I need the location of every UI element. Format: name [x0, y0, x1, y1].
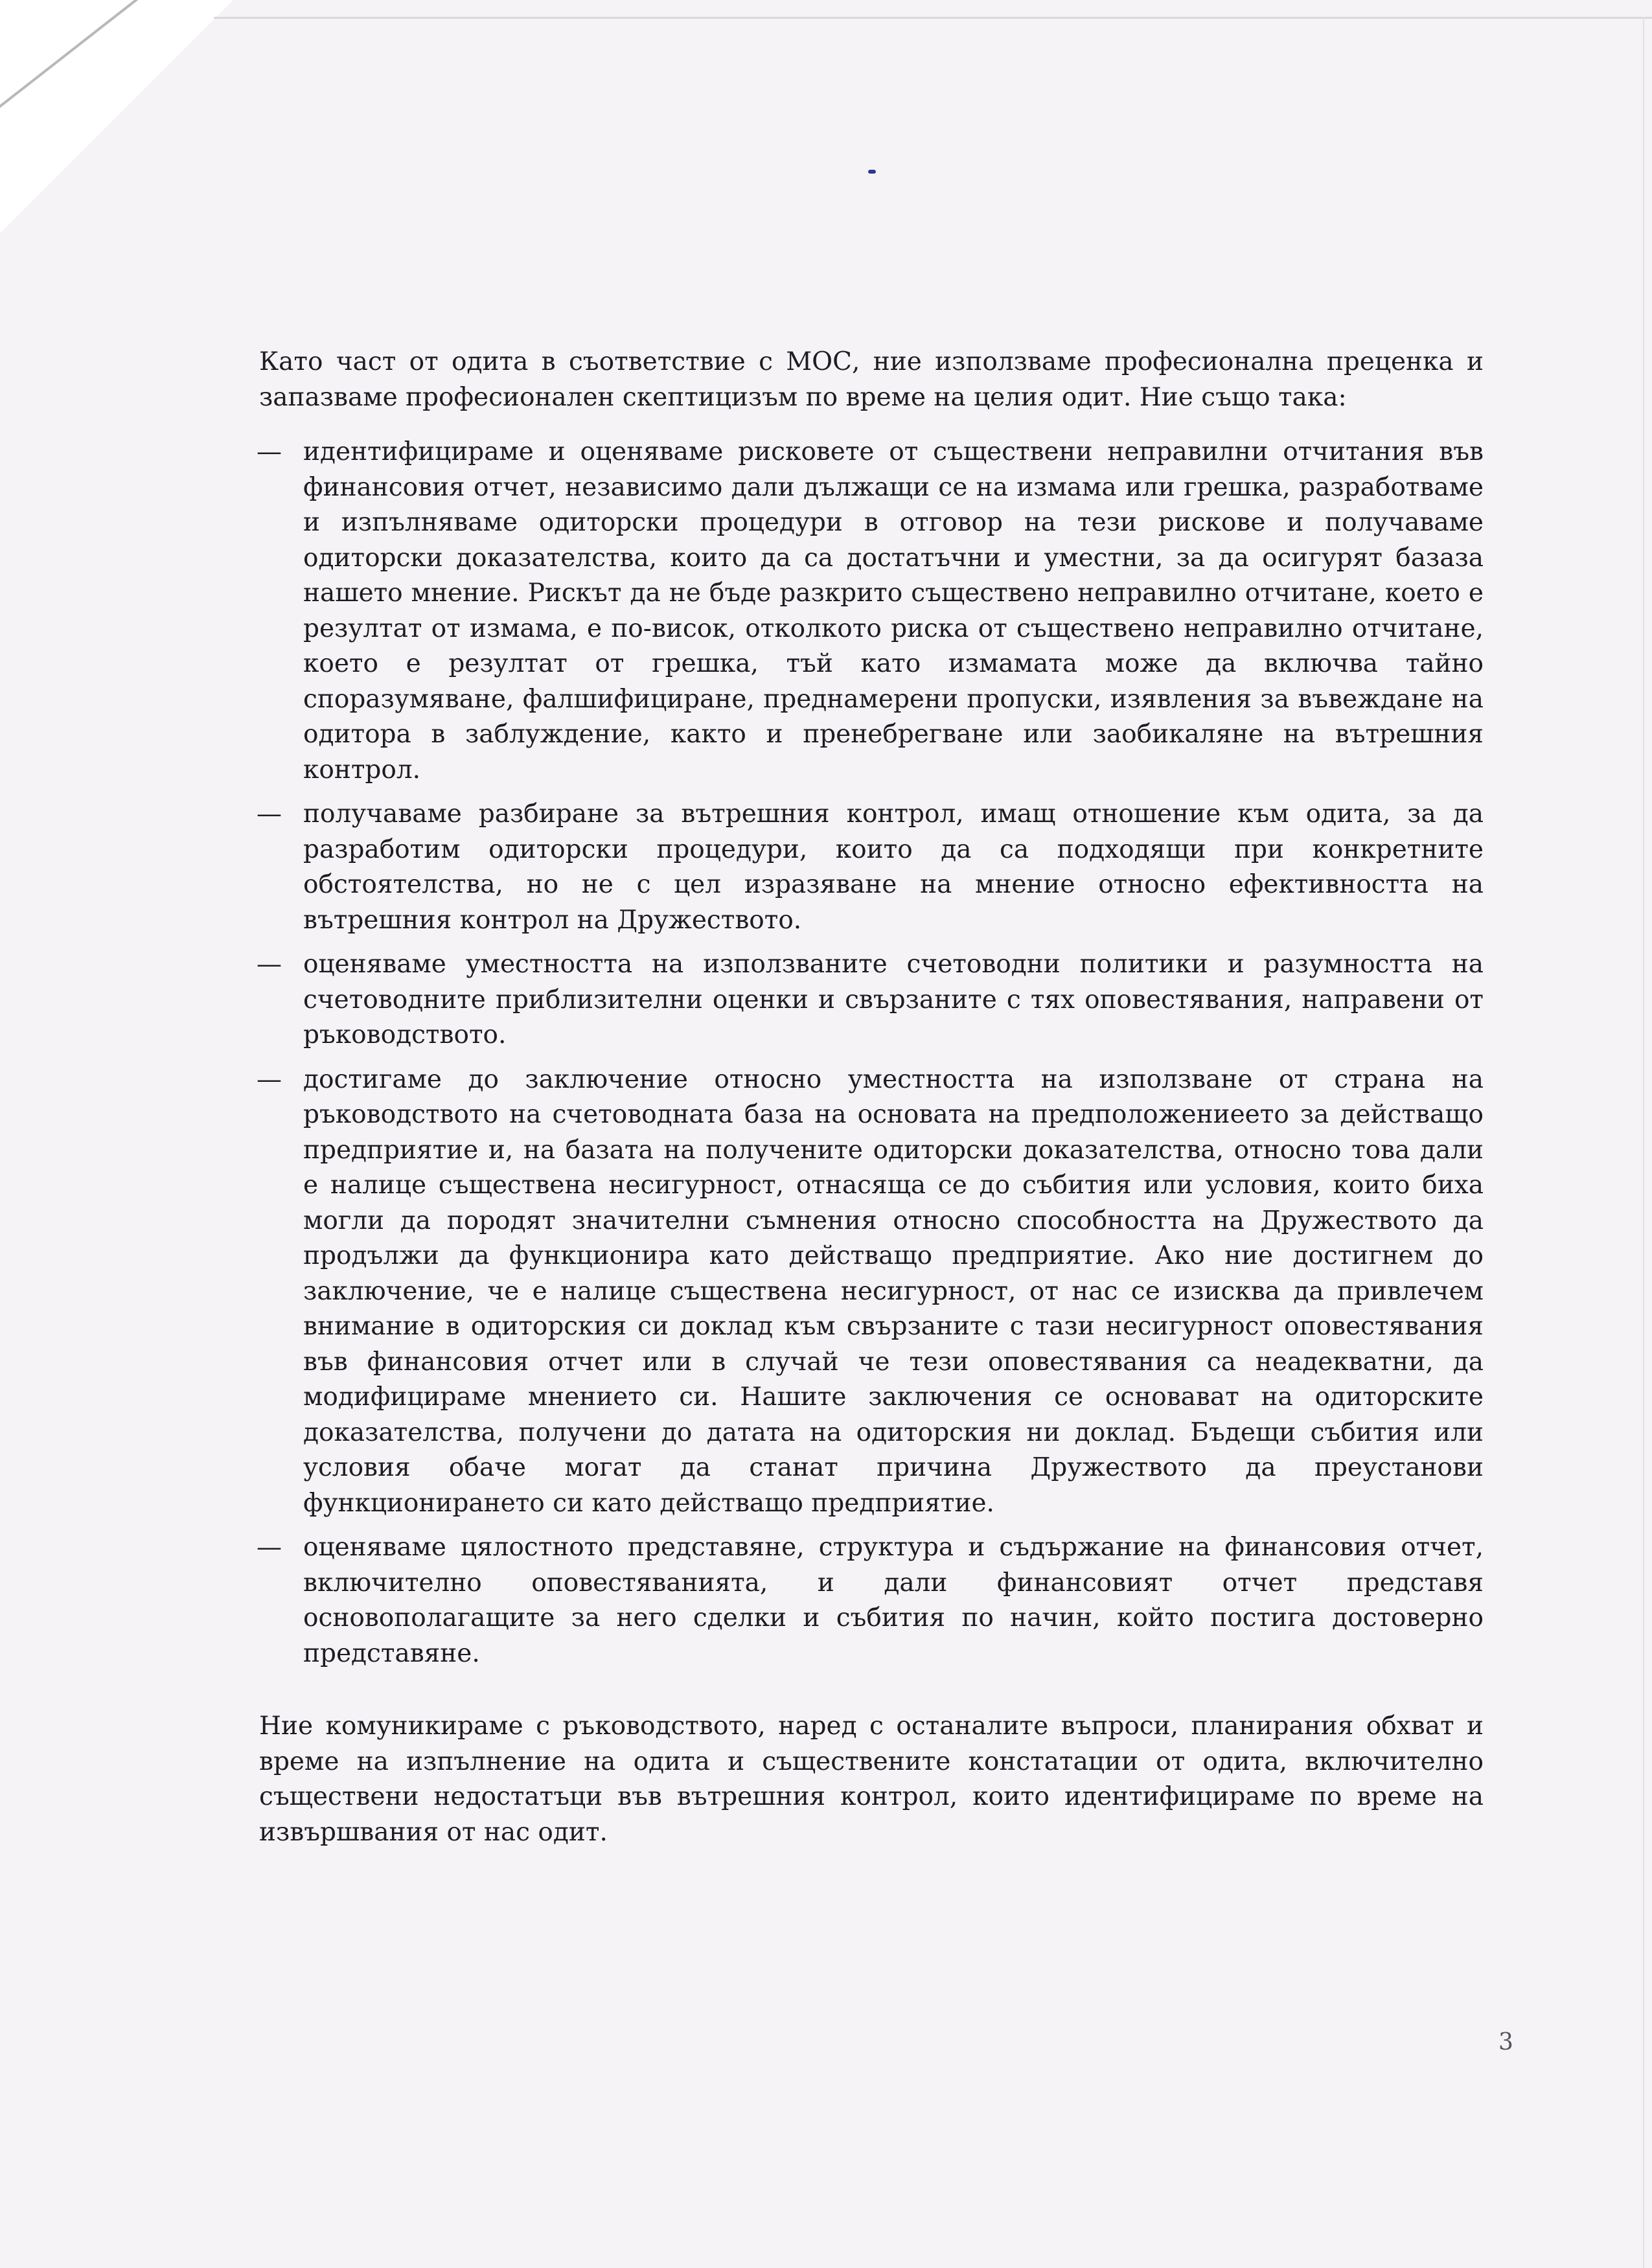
list-item	[259, 1062, 1484, 1522]
list-item	[259, 435, 1484, 788]
list-item-text: идентифицираме и оценяваме рисковете от съществени неправилни отчитания във финансовия отчет, независимо дали дължащи се на измама или грешка, разработваме и изпълняваме одиторски процедури в отговор на тези рискове и получаваме одиторски доказателства, които да са достатъчни и уместни, за да осигурят базаза нашето мнение. Рискът да не бъде разкрито съществено неправилно отчитане, което е резултат от измама, е по-висок, отколкото риска от съществено неправилно отчитане, което е резултат от грешка, тъй като измамата може да включва тайно споразумяване, фалшифициране, преднамерени пропуски, изявления за въвеждане на одитора в заблуждение, както и пренебрегване или заобикаляне на вътрешния контрол.	[303, 437, 1484, 785]
bullet-dash: —	[257, 799, 282, 829]
paper-right-edge	[1643, 17, 1644, 2268]
list-item-text: оценяваме уместността на използваните счетоводни политики и разумността на счетоводните приблизителни оценки и свързаните с тях оповестявания, направени от ръководството.	[303, 950, 1484, 1049]
bullet-dash: —	[257, 950, 282, 979]
list-item-text: оценяваме цялостното представяне, структура и съдържание на финансовия отчет, включително оповестяванията, и дали финансовият отчет представя основополагащите за него сделки и събития по начин, който постига достоверно представяне.	[303, 1533, 1484, 1668]
bullet-dash: —	[257, 437, 282, 466]
folded-corner	[0, 0, 233, 233]
page-number: 3	[1498, 2029, 1513, 2056]
bullet-dash: —	[257, 1533, 282, 1562]
paper-top-edge	[214, 17, 1652, 19]
procedures-list	[259, 435, 1484, 1671]
closing-paragraph: Ние комуникираме с ръководството, наред с останалите въпроси, планирания обхват и време на изпълнение на одита и съществените констатации от одита, включително съществени недостатъци във вътрешния контрол, които идентифицираме по време на извършвания от нас одит.	[259, 1712, 1484, 1847]
document-body	[259, 345, 1484, 1870]
list-item	[259, 947, 1484, 1053]
list-item-text: достигаме до заключение относно уместността на използване от страна на ръководството на счетоводната база на основата на предположениеето за действащо предприятие и, на базата на получените одиторски доказателства, относно това дали е налице съществена несигурност, отнасяща се до събития или условия, които биха могли да породят значителни съмнения относно способността на Дружеството да продължи да функционира като действащо предприятие. Ако ние достигнем до заключение, че е налице съществена несигурност, от нас се изисква да привлечем внимание в одиторския си доклад към свързаните с тази несигурност оповестявания във финансовия отчет или в случай че тези оповестявания са неадекватни, да модифицираме мнението си. Нашите заключения се основават на одиторските доказателства, получени до датата на одиторския ни доклад. Бъдещи събития или условия обаче могат да станат причина Дружеството да преустанови функционирането си като действащо предприятие.	[303, 1064, 1484, 1518]
list-item-text: получаваме разбиране за вътрешния контрол, имащ отношение към одита, за да разработим одиторски процедури, които да са подходящи при конкретните обстоятелства, но не с цел изразяване на мнение относно ефективността на вътрешния контрол на Дружеството.	[303, 799, 1484, 935]
intro-paragraph: Като част от одита в съответствие с МОС, ние използваме професионална преценка и запазваме професионален скептицизъм по време на целия одит. Ние също така:	[259, 347, 1484, 412]
bullet-dash: —	[257, 1064, 282, 1094]
list-item	[259, 1530, 1484, 1671]
list-item	[259, 797, 1484, 938]
ink-speck	[868, 170, 876, 174]
